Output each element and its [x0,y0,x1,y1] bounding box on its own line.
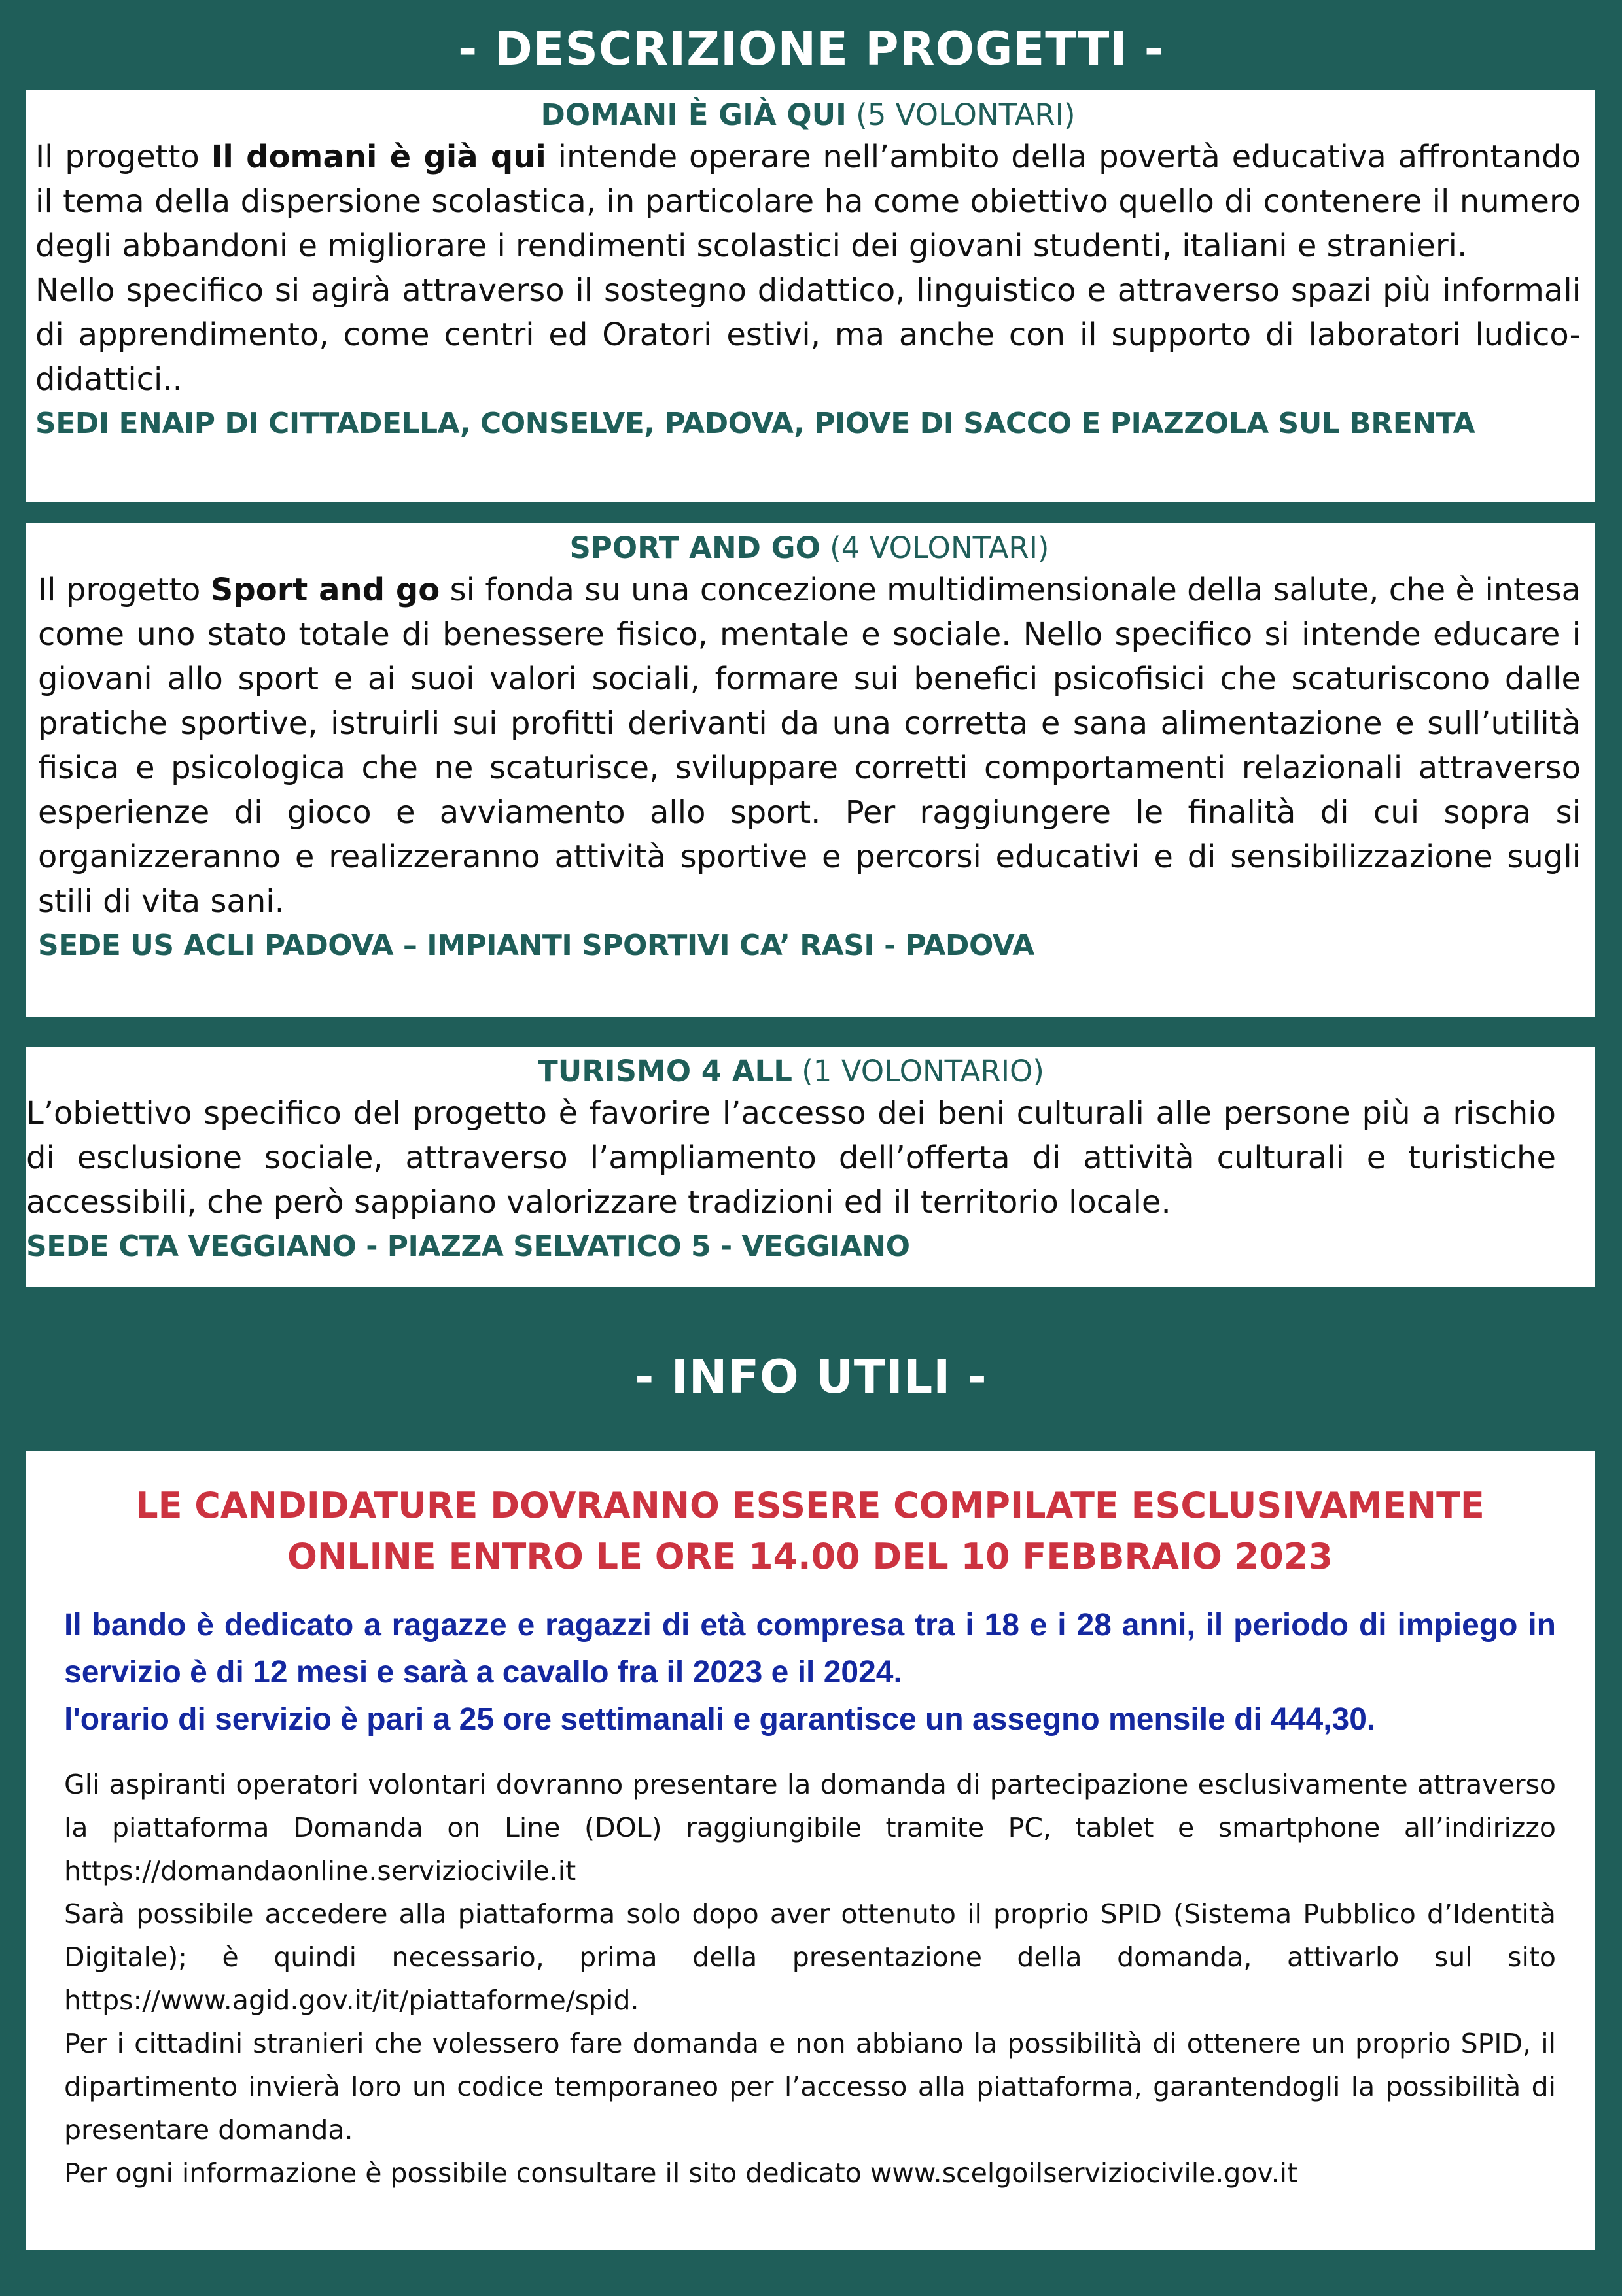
info-card [26,1451,1595,2250]
project-title-count: (1 VOLONTARIO) [792,1054,1044,1088]
instructions-paragraph: Gli aspiranti operatori volontari dovranno presentare la domanda di partecipazione esclusivamente attraverso la piattaforma Domanda on Line (DOL) raggiungibile tramite PC, tablet e smartphone all’indirizzo https://domandaonline.serviziocivile.it [64,1769,1556,1887]
deadline-line: LE CANDIDATURE DOVRANNO ESSERE COMPILATE ESCLUSIVAMENTE [135,1485,1485,1526]
application-instructions [64,1763,1556,2195]
project-title [38,529,1581,568]
project-title-name: TURISMO 4 ALL [538,1054,792,1088]
project-title [26,1052,1556,1091]
project-description [26,1091,1556,1225]
project-title-name: SPORT AND GO [569,531,820,565]
text-span: Il progetto [38,572,211,608]
project-paragraph [38,568,1581,924]
instructions-paragraph: Sarà possibile accedere alla piattaforma solo dopo aver ottenuto il proprio SPID (Sistema Pubblico d’Identità Digitale); è quindi necessario, prima della presentazione della domanda, attivarlo sul sito https://www.agid.gov.it/it/piattaforme/spid. [64,1898,1556,2016]
project-card-domani [26,90,1595,502]
project-title-name: DOMANI È GIÀ QUI [540,97,847,132]
project-card-sport [26,523,1595,1017]
project-card-turismo [26,1047,1595,1287]
project-title-count: (5 VOLONTARI) [846,97,1076,132]
projects-heading: - DESCRIZIONE PROGETTI - [458,22,1164,76]
deadline-line: ONLINE ENTRO LE ORE 14.00 DEL 10 FEBBRAIO 2023 [287,1536,1333,1577]
project-name-bold: Il domani è già qui [211,139,546,175]
instructions-paragraph: Per ogni informazione è possibile consultare il sito dedicato www.scelgoilserviziocivile.gov.it [64,2157,1298,2189]
project-location: SEDE US ACLI PADOVA – IMPIANTI SPORTIVI CA’ RASI - PADOVA [38,929,1034,962]
project-description [35,135,1581,402]
text-span: si fonda su una concezione multidimensionale della salute, che è intesa come uno stato totale di benessere fisico, mentale e sociale. Nello specifico si intende educare i giovani allo sport e ai suoi valori sociali, formare sui benefici psicofisici che scaturiscono dalle pratiche sportive, istruirli sui profitti derivanti da una corretta e sana alimentazione e sull’utilità fisica e psicologica che ne scaturisce, sviluppare corretti comportamenti relazionali attraverso esperienze di gioco e avviamento allo sport. Per raggiungere le finalità di cui sopra si organizzeranno e realizzeranno attività sportive e percorsi educativi e di sensibilizzazione sugli stili di vita sani. [38,572,1581,920]
info-heading: - INFO UTILI - [635,1350,987,1404]
project-title [35,96,1581,135]
project-location: SEDE CTA VEGGIANO - PIAZZA SELVATICO 5 - VEGGIANO [26,1230,910,1263]
instructions-paragraph: Per i cittadini stranieri che volessero fare domanda e non abbiano la possibilità di ottenere un proprio SPID, il dipartimento invierà loro un codice temporaneo per l’accesso alla piattaforma, garantendogli la possibilità di presentare domanda. [64,2028,1556,2146]
project-title-count: (4 VOLONTARI) [820,531,1049,565]
deadline-notice [64,1480,1556,1582]
hours-paragraph: l'orario di servizio è pari a 25 ore settimanali e garantisce un assegno mensile di 444,30. [64,1702,1376,1737]
text-span: Il progetto [35,139,211,175]
project-description [38,568,1581,924]
project-name-bold: Sport and go [210,572,440,608]
text-span: intende operare nell’ambito della povertà educativa affrontando il tema della dispersione scolastica, in particolare ha come obiettivo quello di contenere il numero degli abbandoni e migliorare i rendimenti scolastici dei giovani studenti, italiani e stranieri. [35,139,1581,264]
eligibility-paragraph: Il bando è dedicato a ragazze e ragazzi di età compresa tra i 18 e i 28 anni, il periodo di impiego in servizio è di 12 mesi e sarà a cavallo fra il 2023 e il 2024. [64,1608,1556,1690]
project-paragraph: L’obiettivo specifico del progetto è favorire l’accesso dei beni culturali alle persone più a rischio di esclusione sociale, attraverso l’ampliamento dell’offerta di attività culturali e turistiche accessibili, che però sappiano valorizzare tradizioni ed il territorio locale. [26,1095,1556,1221]
project-location: SEDI ENAIP DI CITTADELLA, CONSELVE, PADOVA, PIOVE DI SACCO E PIAZZOLA SUL BRENTA [35,407,1475,440]
eligibility-info [64,1602,1556,1743]
project-paragraph: Nello specifico si agirà attraverso il sostegno didattico, linguistico e attraverso spazi più informali di apprendimento, come centri ed Oratori estivi, ma anche con il supporto di laboratori ludico-didattici.. [35,272,1581,398]
project-paragraph [35,135,1581,268]
